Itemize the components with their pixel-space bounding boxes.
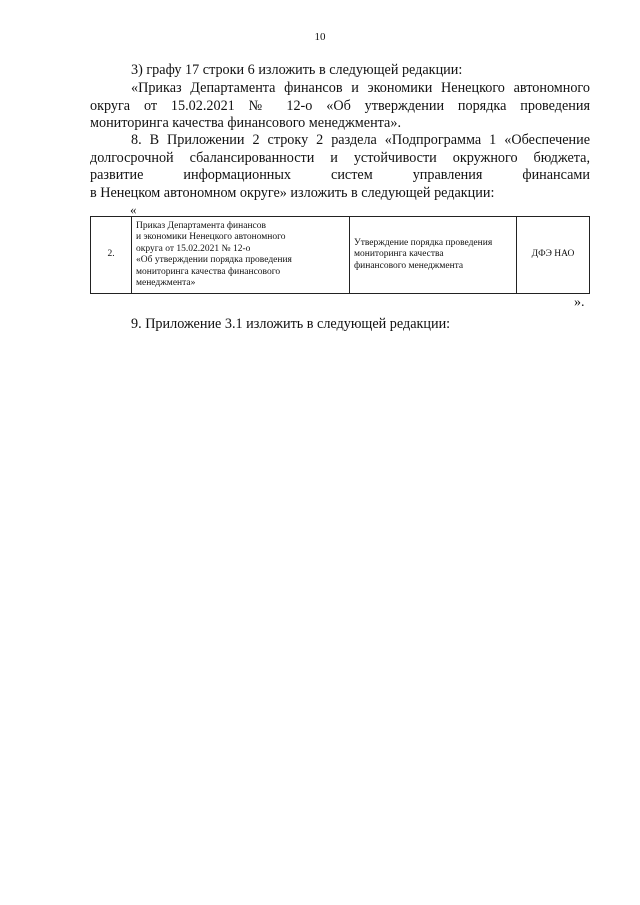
document-cell [132,217,350,294]
document-line: Приказ Департамента финансов [136,220,266,231]
item-9-heading: 9. Приложение 3.1 изложить в следующей редакции: [131,316,451,332]
item-8-line: 8. В Приложении 2 строку 2 раздела «Подпрограмма 1 «Обеспечение [131,132,590,148]
item-8-line: развитие информационных систем управления финансами [90,167,590,183]
closing-quote-mark: ». [574,295,585,310]
description-line: мониторинга качества [354,249,444,260]
description-cell [350,217,517,294]
document-line: и экономики Ненецкого автономного [136,232,286,242]
item-8-line: долгосрочной сбалансированности и устойчивости окружного бюджета, [90,149,590,166]
table-row [91,217,590,294]
opening-quote-mark: « [130,202,137,217]
description-line: Утверждение порядка проведения [354,237,493,248]
item-3-quote-line: округа от 15.02.2021 № 12-о «Об утверждении порядка проведения [90,97,590,114]
item-3-quote-line: мониторинга качества финансового менеджмента». [90,115,401,131]
row-number-cell: 2. [91,217,132,294]
program-table [90,216,590,294]
document-line: мониторинга качества финансового [136,266,281,277]
item-3-quote-line: «Приказ Департамента финансов и экономики Ненецкого автономного [131,80,590,96]
item-3-heading: 3) графу 17 строки 6 изложить в следующей редакции: [131,62,463,78]
item-8-paragraph [90,132,590,202]
document-line: «Об утверждении порядка проведения [136,255,292,265]
document-line: менеджмента» [136,278,196,288]
executor-cell: ДФЭ НАО [517,217,590,294]
document-line: округа от 15.02.2021 № 12-о [136,243,251,254]
page-number: 10 [314,31,326,43]
item-8-line: в Ненецком автономном округе» изложить в следующей редакции: [90,184,495,201]
item-3-quote [90,80,590,133]
description-line: финансового менеджмента [354,260,464,271]
